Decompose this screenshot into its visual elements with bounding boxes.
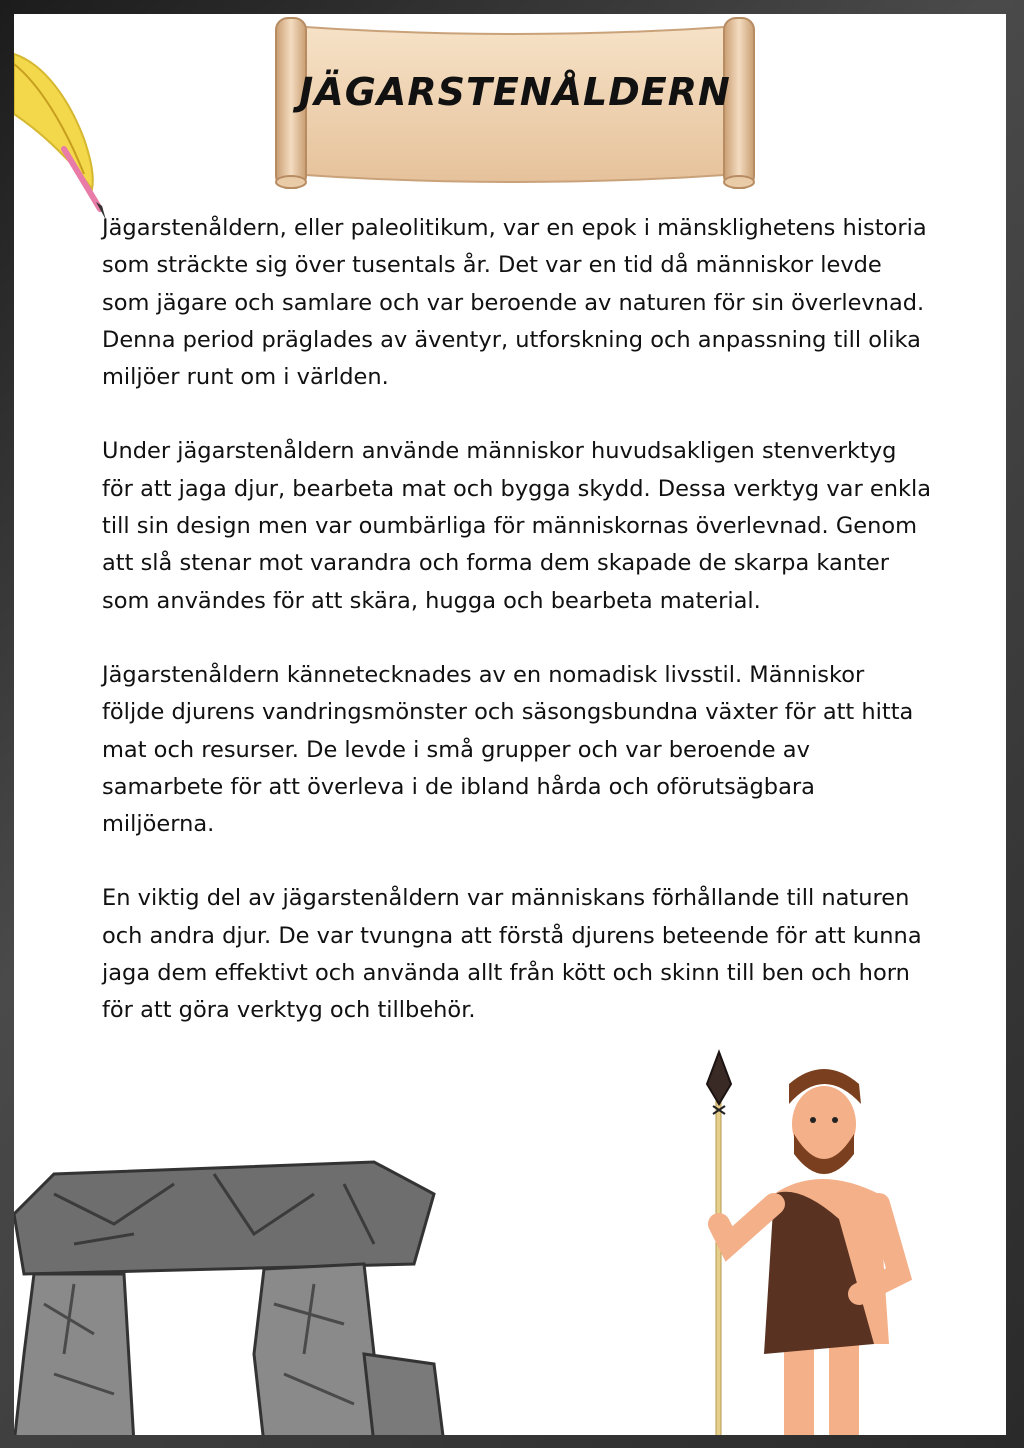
quill-icon — [14, 44, 124, 224]
title-banner — [270, 14, 760, 194]
paragraph-2: Under jägarstenåldern använde människor huvudsakligen stenverktyg för att jaga djur, bearbeta mat och bygga skydd. Dessa verktyg var enkla till sin design men var oumbärliga för människornas överlevnad. Genom att slå stenar mot varandra och forma dem skapade de skarpa kanter som användes för att skära, hugga och bearbeta material. — [102, 438, 932, 614]
body-text — [102, 210, 932, 1067]
paragraph-1: Jägarstenåldern, eller paleolitikum, var en epok i mänsklighetens historia som sträckte sig över tusentals år. Det var en tid då människor levde som jägare och samlare och var beroende av naturen för sin överlevnad. Denna period präglades av äventyr, utforskning och anpassning till olika miljöer runt om i världen. — [102, 215, 927, 391]
worksheet-page — [14, 14, 1006, 1435]
paragraph-4: En viktig del av jägarstenåldern var människans förhållande till naturen och andra djur. De var tvungna att förstå djurens beteende för att kunna jaga dem effektivt och använda allt från kött och skinn till ben och horn för att göra verktyg och tillbehör. — [102, 885, 922, 1024]
stone-arch-icon — [14, 1154, 454, 1435]
paragraph-3: Jägarstenåldern kännetecknades av en nomadisk livsstil. Människor följde djurens vandringsmönster och säsongsbundna växter för att hitta mat och resurser. De levde i små grupper och var beroende av samarbete för att överleva i de ibland hårda och oförutsägbara miljöerna. — [102, 661, 914, 838]
caveman-icon — [689, 1044, 929, 1435]
page-title: JÄGARSTENÅLDERN — [299, 70, 731, 114]
